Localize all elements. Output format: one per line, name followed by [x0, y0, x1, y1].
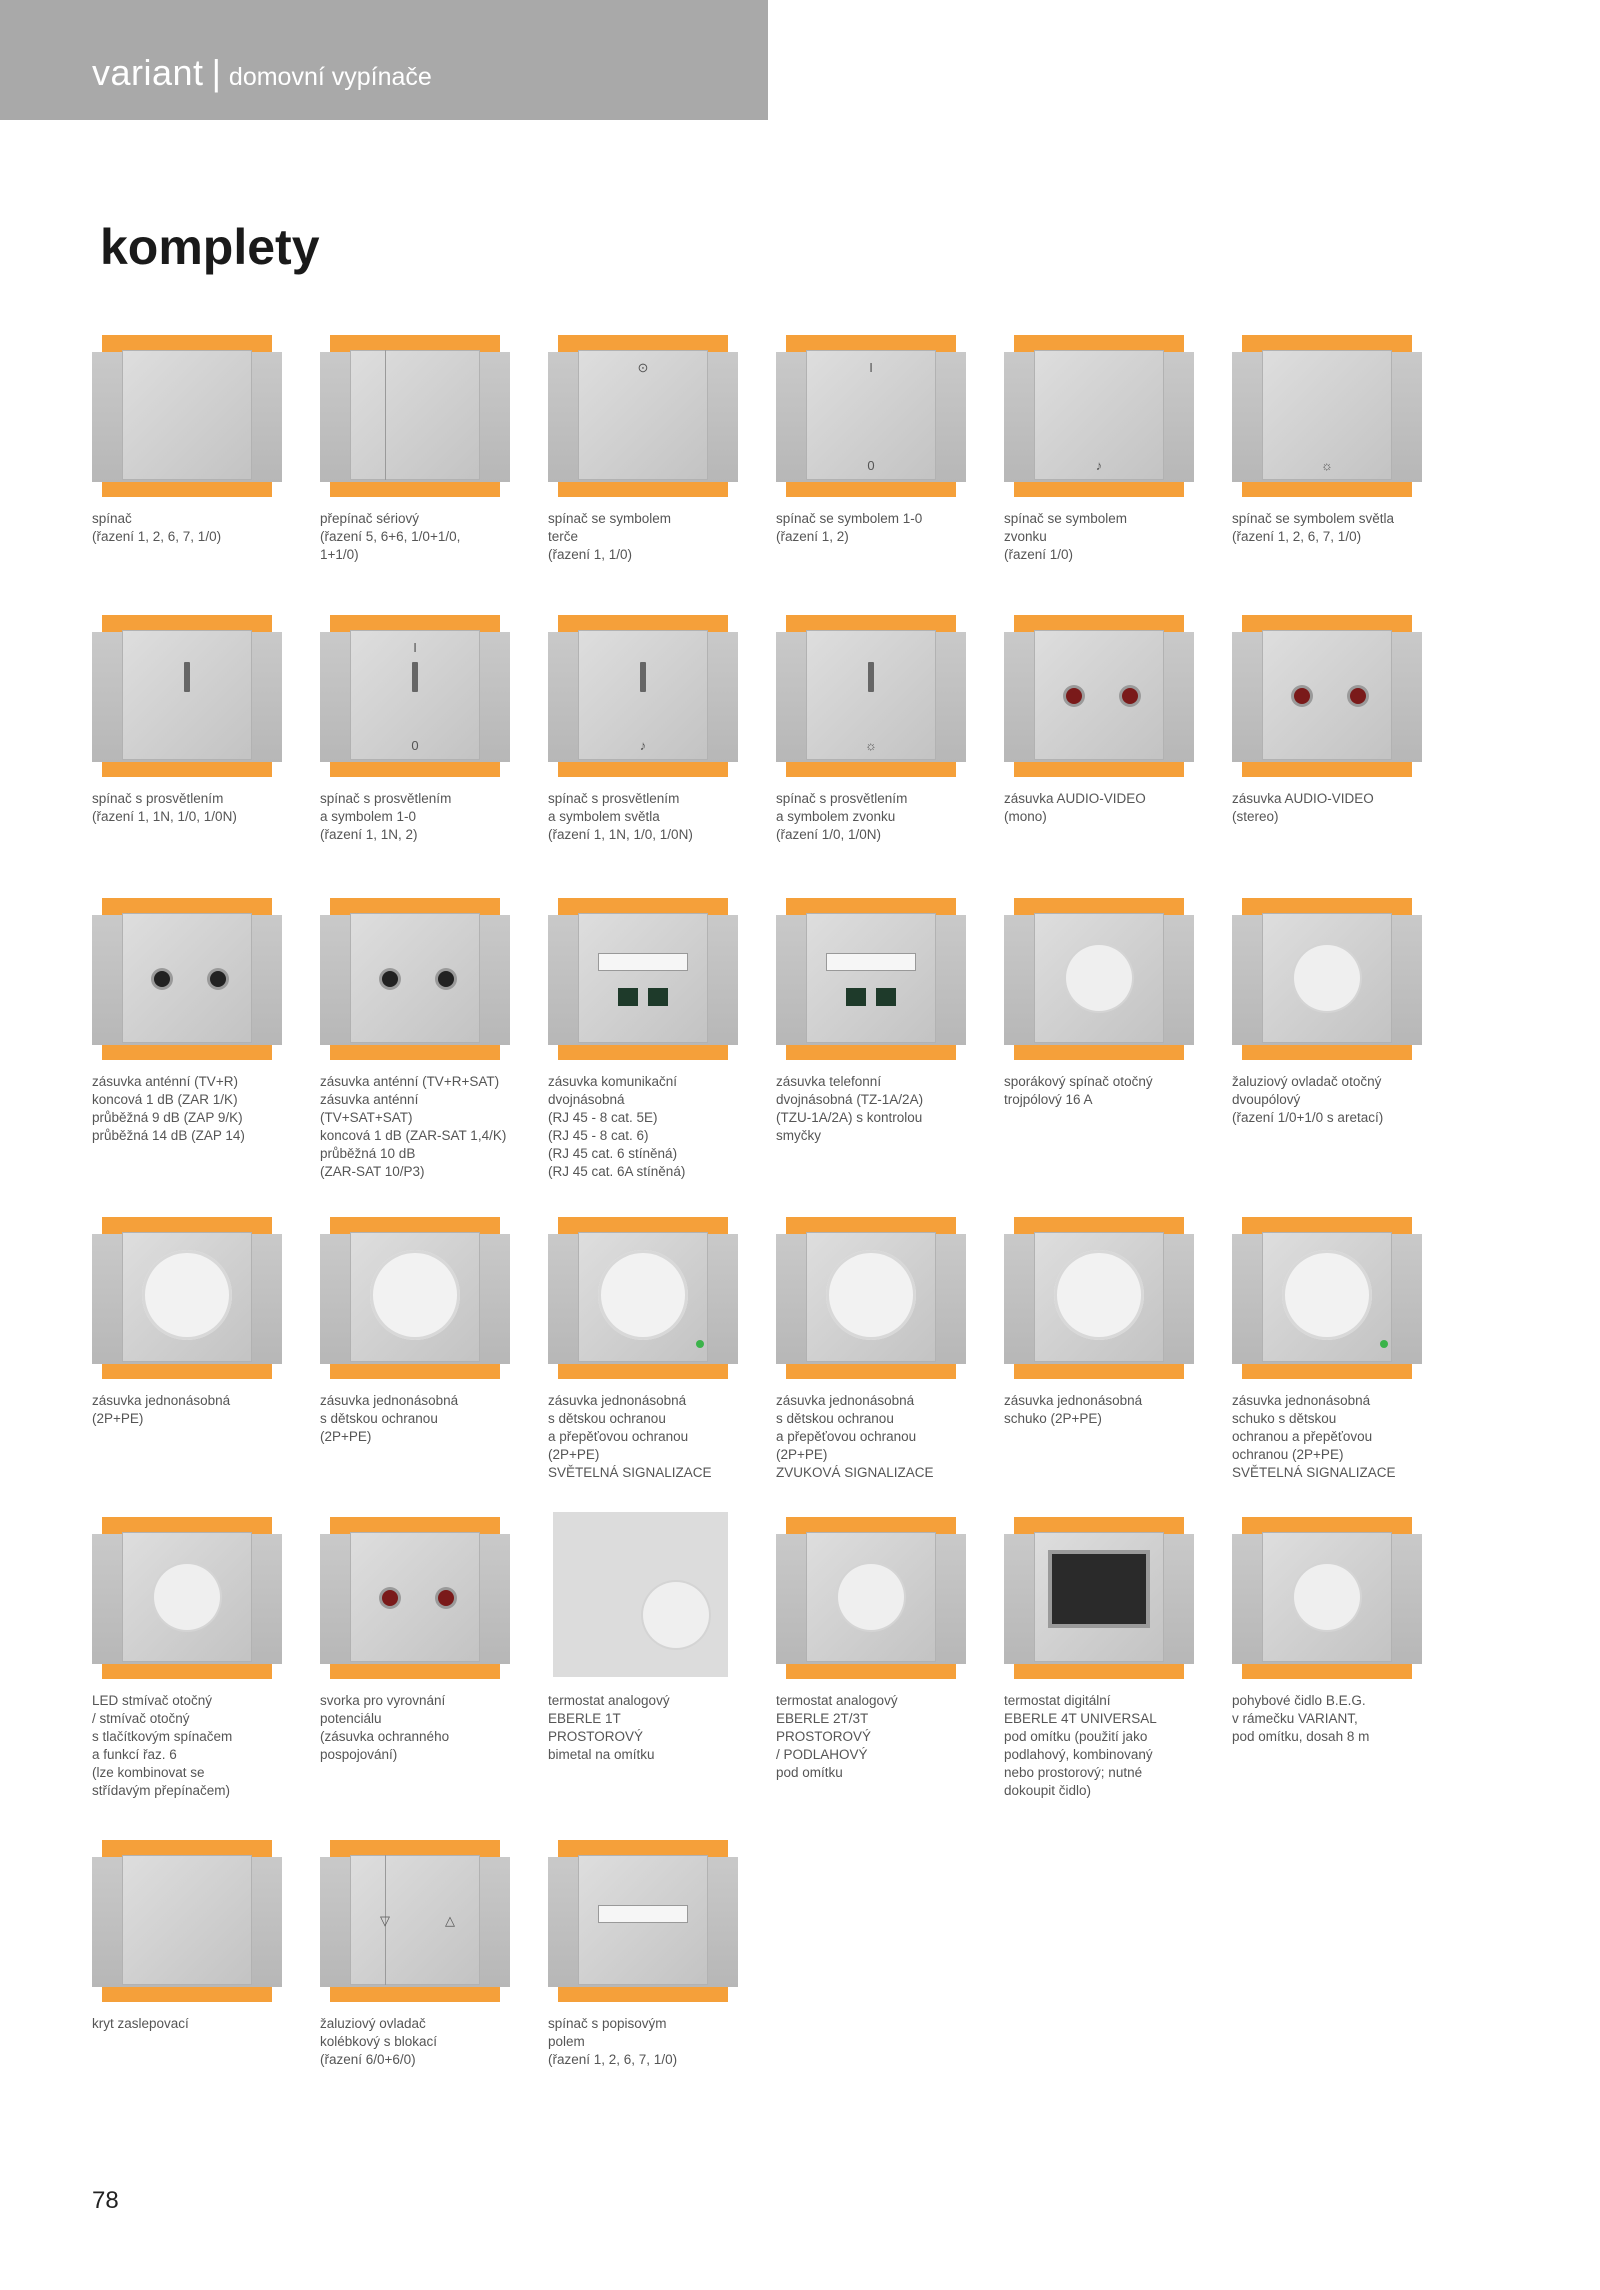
product-caption	[1004, 1073, 1204, 1109]
product-caption	[548, 1392, 748, 1482]
caption-line: dokoupit čidlo)	[1004, 1783, 1092, 1798]
device-plate	[350, 350, 480, 480]
caption-line: průběžná 10 dB	[320, 1146, 416, 1161]
rj-port-left	[846, 988, 866, 1006]
caption-line: a funkcí řaz. 6	[92, 1747, 177, 1762]
product-caption	[776, 790, 976, 844]
product-caption	[1232, 510, 1432, 546]
caption-line: SVĚTELNÁ SIGNALIZACE	[548, 1465, 712, 1480]
product-caption	[92, 1392, 292, 1428]
caption-line: žaluziový ovladač	[320, 2016, 426, 2031]
product-item	[1004, 610, 1204, 824]
caption-line: spínač se symbolem	[548, 511, 672, 526]
caption-line: zásuvka jednonásobná	[92, 1393, 231, 1408]
product-caption	[548, 1692, 748, 1764]
down-arrow-icon: ▽	[380, 1913, 390, 1928]
caption-line: spínač s prosvětlením	[92, 791, 224, 806]
caption-line: bimetal na omítku	[548, 1747, 655, 1762]
caption-line: koncová 1 dB (ZAR 1/K)	[92, 1092, 238, 1107]
caption-line: / PODLAHOVÝ	[776, 1747, 868, 1762]
socket-outlet	[1054, 1250, 1144, 1340]
product-item	[776, 893, 976, 1143]
product-item	[92, 1835, 292, 2031]
up-arrow-icon: △	[445, 1913, 455, 1928]
device-plate	[122, 630, 252, 760]
symbol-icon: ♪	[639, 738, 647, 753]
caption-line: (RJ 45 cat. 6 stíněná)	[548, 1146, 678, 1161]
caption-line: terče	[548, 529, 579, 544]
rotary-knob	[1294, 1564, 1360, 1630]
caption-line: zásuvka komunikační	[548, 1074, 678, 1089]
product-photo	[776, 1212, 966, 1377]
caption-line: smyčky	[776, 1128, 821, 1143]
caption-line: zásuvka jednonásobná	[1004, 1393, 1143, 1408]
product-caption	[320, 1692, 520, 1764]
product-caption	[92, 510, 292, 546]
product-photo	[1232, 330, 1422, 495]
rocker-divider	[385, 350, 386, 480]
product-item	[548, 1835, 748, 2067]
label-field	[598, 1905, 688, 1923]
product-photo	[92, 1835, 282, 2000]
product-item	[92, 1512, 292, 1798]
product-photo	[776, 893, 966, 1058]
section-title: komplety	[100, 219, 320, 275]
caption-line: (řazení 6/0+6/0)	[320, 2052, 416, 2067]
product-item	[1232, 330, 1432, 544]
caption-line: EBERLE 4T UNIVERSAL	[1004, 1711, 1157, 1726]
caption-line: schuko s dětskou	[1232, 1411, 1337, 1426]
symbol-on-icon: I	[869, 360, 873, 375]
socket-outlet	[598, 1250, 688, 1340]
rotary-knob	[154, 1564, 220, 1630]
caption-line: (řazení 1, 1N, 2)	[320, 827, 418, 842]
product-photo	[1004, 610, 1194, 775]
product-item	[776, 1212, 976, 1480]
rotary-knob	[1066, 945, 1132, 1011]
product-item	[320, 610, 520, 842]
connector-jacks	[150, 971, 230, 987]
caption-line: zásuvka AUDIO-VIDEO	[1004, 791, 1146, 806]
product-caption	[92, 1073, 292, 1145]
product-photo	[92, 1212, 282, 1377]
caption-line: ochranou (2P+PE)	[1232, 1447, 1344, 1462]
caption-line: PROSTOROVÝ	[548, 1729, 644, 1744]
caption-line: (RJ 45 - 8 cat. 6)	[548, 1128, 649, 1143]
jack-left	[382, 1590, 398, 1606]
product-photo	[776, 1512, 966, 1677]
caption-line: střídavým přepínačem)	[92, 1783, 231, 1798]
product-photo	[548, 330, 738, 495]
product-item	[1232, 1512, 1432, 1744]
product-item	[776, 330, 976, 544]
product-item	[1004, 893, 1204, 1107]
product-caption	[548, 510, 748, 564]
jack-left	[382, 971, 398, 987]
product-photo	[92, 893, 282, 1058]
caption-line: koncová 1 dB (ZAR-SAT 1,4/K)	[320, 1128, 507, 1143]
symbol-off-icon: 0	[411, 738, 419, 753]
caption-line: (ZAR-SAT 10/P3)	[320, 1164, 425, 1179]
product-item	[1004, 1512, 1204, 1798]
product-caption	[548, 790, 748, 844]
header-separator: |	[211, 52, 221, 93]
caption-line: (2P+PE)	[92, 1411, 144, 1426]
caption-line: zásuvka AUDIO-VIDEO	[1232, 791, 1374, 806]
symbol-icon: ♪	[1095, 458, 1103, 473]
connector-jacks	[1062, 688, 1142, 704]
product-caption	[1004, 1692, 1204, 1800]
product-item	[548, 330, 748, 562]
header-brand: variant	[92, 52, 204, 93]
product-caption	[1232, 790, 1432, 826]
caption-line: spínač s popisovým	[548, 2016, 667, 2031]
product-photo	[1232, 893, 1422, 1058]
caption-line: EBERLE 2T/3T	[776, 1711, 869, 1726]
digital-display	[1052, 1554, 1146, 1624]
caption-line: (řazení 1, 1/0)	[548, 547, 633, 562]
product-item	[320, 330, 520, 562]
product-photo	[320, 1212, 510, 1377]
product-photo	[1004, 1512, 1194, 1677]
rj-port-right	[876, 988, 896, 1006]
product-photo	[320, 893, 510, 1058]
caption-line: (řazení 1/0)	[1004, 547, 1074, 562]
caption-line: v rámečku VARIANT,	[1232, 1711, 1358, 1726]
product-caption	[548, 1073, 748, 1181]
product-photo	[92, 1512, 282, 1677]
jack-right	[438, 971, 454, 987]
product-item	[92, 610, 292, 824]
caption-line: zásuvka jednonásobná	[320, 1393, 459, 1408]
caption-line: žaluziový ovladač otočný	[1232, 1074, 1382, 1089]
caption-line: termostat analogový	[548, 1693, 670, 1708]
caption-line: (mono)	[1004, 809, 1047, 824]
caption-line: (řazení 1/0+1/0 s aretací)	[1232, 1110, 1384, 1125]
page-number: 78	[92, 2187, 119, 2214]
caption-line: a symbolem světla	[548, 809, 660, 824]
rj-port-left	[618, 988, 638, 1006]
product-photo	[320, 610, 510, 775]
caption-line: zásuvka telefonní	[776, 1074, 882, 1089]
rotary-knob	[838, 1564, 904, 1630]
product-caption	[320, 1392, 520, 1446]
product-caption	[320, 790, 520, 844]
product-item	[1004, 330, 1204, 562]
product-item	[548, 610, 748, 842]
jack-left	[154, 971, 170, 987]
product-item	[1004, 1212, 1204, 1426]
product-caption	[1232, 1692, 1432, 1746]
product-photo	[1232, 1212, 1422, 1377]
caption-line: (řazení 1, 2, 6, 7, 1/0)	[92, 529, 222, 544]
product-photo	[548, 1835, 738, 2000]
caption-line: zásuvka jednonásobná	[776, 1393, 915, 1408]
product-caption	[92, 1692, 292, 1800]
label-strip	[598, 953, 688, 971]
caption-line: (řazení 1, 2)	[776, 529, 849, 544]
socket-outlet	[826, 1250, 916, 1340]
product-item	[548, 893, 748, 1179]
caption-line: (TZU-1A/2A) s kontrolou	[776, 1110, 923, 1125]
product-caption	[776, 510, 976, 546]
product-photo	[1004, 893, 1194, 1058]
caption-line: PROSTOROVÝ	[776, 1729, 872, 1744]
product-caption	[92, 2015, 292, 2033]
caption-line: spínač s prosvětlením	[320, 791, 452, 806]
caption-line: spínač s prosvětlením	[548, 791, 680, 806]
caption-line: (řazení 1, 2, 6, 7, 1/0)	[1232, 529, 1362, 544]
caption-line: (2P+PE)	[548, 1447, 600, 1462]
caption-line: SVĚTELNÁ SIGNALIZACE	[1232, 1465, 1396, 1480]
product-caption	[320, 2015, 520, 2069]
caption-line: ZVUKOVÁ SIGNALIZACE	[776, 1465, 934, 1480]
product-caption	[92, 790, 292, 826]
target-symbol-icon: ⊙	[637, 360, 649, 375]
caption-line: spínač	[92, 511, 132, 526]
caption-line: (lze kombinovat se	[92, 1765, 205, 1780]
caption-line: kolébkový s blokací	[320, 2034, 438, 2049]
caption-line: (řazení 1, 2, 6, 7, 1/0)	[548, 2052, 678, 2067]
caption-line: s dětskou ochranou	[776, 1411, 894, 1426]
caption-line: pod omítku	[776, 1765, 843, 1780]
jack-left	[1294, 688, 1310, 704]
jack-left	[1066, 688, 1082, 704]
device-plate	[122, 350, 252, 480]
product-photo	[548, 1512, 738, 1677]
caption-line: kryt zaslepovací	[92, 2016, 189, 2031]
product-caption	[320, 1073, 520, 1181]
caption-line: přepínač sériový	[320, 511, 420, 526]
caption-line: trojpólový 16 A	[1004, 1092, 1093, 1107]
product-photo	[92, 330, 282, 495]
jack-right	[210, 971, 226, 987]
caption-line: průběžná 9 dB (ZAP 9/K)	[92, 1110, 243, 1125]
product-item	[548, 1512, 748, 1762]
caption-line: spínač se symbolem světla	[1232, 511, 1395, 526]
caption-line: polem	[548, 2034, 585, 2049]
caption-line: LED stmívač otočný	[92, 1693, 213, 1708]
label-strip	[826, 953, 916, 971]
product-photo	[1232, 610, 1422, 775]
caption-line: zvonku	[1004, 529, 1047, 544]
caption-line: dvojnásobná (TZ-1A/2A)	[776, 1092, 924, 1107]
caption-line: pospojování)	[320, 1747, 398, 1762]
caption-line: pohybové čidlo B.E.G.	[1232, 1693, 1366, 1708]
caption-line: a symbolem 1-0	[320, 809, 417, 824]
caption-line: zásuvka anténní	[320, 1092, 419, 1107]
caption-line: sporákový spínač otočný	[1004, 1074, 1153, 1089]
symbol-icon: ☼	[1321, 458, 1333, 473]
device-plate	[578, 913, 708, 1043]
signal-led	[1380, 1340, 1388, 1348]
caption-line: / stmívač otočný	[92, 1711, 190, 1726]
caption-line: (řazení 5, 6+6, 1/0+1/0,	[320, 529, 461, 544]
caption-line: ochranou a přepěťovou	[1232, 1429, 1373, 1444]
product-caption	[1004, 510, 1204, 564]
socket-outlet	[370, 1250, 460, 1340]
caption-line: (TV+SAT+SAT)	[320, 1110, 413, 1125]
caption-line: a přepěťovou ochranou	[548, 1429, 689, 1444]
product-caption	[1004, 790, 1204, 826]
product-item	[92, 1212, 292, 1426]
product-item	[320, 1512, 520, 1762]
indicator-lamp	[184, 662, 190, 692]
jack-right	[438, 1590, 454, 1606]
symbol-icon: ☼	[865, 738, 877, 753]
header-subtitle: domovní vypínače	[228, 63, 432, 91]
indicator-lamp	[412, 662, 418, 692]
jack-right	[1122, 688, 1138, 704]
caption-line: schuko (2P+PE)	[1004, 1411, 1102, 1426]
caption-line: EBERLE 1T	[548, 1711, 621, 1726]
product-photo	[92, 610, 282, 775]
device-plate	[122, 1855, 252, 1985]
product-photo	[776, 330, 966, 495]
product-item	[92, 893, 292, 1143]
caption-line: průběžná 14 dB (ZAP 14)	[92, 1128, 245, 1143]
dial-knob	[643, 1582, 709, 1648]
product-item	[548, 1212, 748, 1480]
connector-jacks	[378, 1590, 458, 1606]
product-item	[92, 330, 292, 544]
socket-outlet	[142, 1250, 232, 1340]
product-item	[1232, 610, 1432, 824]
caption-line: termostat analogový	[776, 1693, 898, 1708]
indicator-lamp	[868, 662, 874, 692]
caption-line: spínač se symbolem 1-0	[776, 511, 923, 526]
caption-line: dvoupólový	[1232, 1092, 1301, 1107]
caption-line: zásuvka jednonásobná	[548, 1393, 687, 1408]
caption-line: dvojnásobná	[548, 1092, 625, 1107]
symbol-off-icon: 0	[867, 458, 875, 473]
product-item	[776, 1512, 976, 1780]
caption-line: s tlačítkovým spínačem	[92, 1729, 233, 1744]
caption-line: (RJ 45 - 8 cat. 5E)	[548, 1110, 658, 1125]
connector-jacks	[378, 971, 458, 987]
caption-line: (RJ 45 cat. 6A stíněná)	[548, 1164, 686, 1179]
caption-line: zásuvka jednonásobná	[1232, 1393, 1371, 1408]
product-item	[776, 610, 976, 842]
indicator-lamp	[640, 662, 646, 692]
caption-line: podlahový, kombinovaný	[1004, 1747, 1153, 1762]
product-photo	[1232, 1512, 1422, 1677]
caption-line: (zásuvka ochranného	[320, 1729, 450, 1744]
product-caption	[776, 1392, 976, 1482]
caption-line: termostat digitální	[1004, 1693, 1111, 1708]
product-photo	[776, 610, 966, 775]
product-item	[320, 893, 520, 1179]
caption-line: (2P+PE)	[320, 1429, 372, 1444]
caption-line: svorka pro vyrovnání	[320, 1693, 446, 1708]
product-caption	[1004, 1392, 1204, 1428]
caption-line: nebo prostorový; nutné	[1004, 1765, 1143, 1780]
product-photo	[320, 330, 510, 495]
product-caption	[1232, 1392, 1432, 1482]
caption-line: pod omítku, dosah 8 m	[1232, 1729, 1370, 1744]
caption-line: pod omítku (použití jako	[1004, 1729, 1148, 1744]
product-item	[320, 1835, 520, 2067]
signal-led	[696, 1340, 704, 1348]
socket-outlet	[1282, 1250, 1372, 1340]
product-photo	[1004, 330, 1194, 495]
caption-line: (2P+PE)	[776, 1447, 828, 1462]
symbol-on-icon: I	[413, 640, 417, 655]
product-photo	[1004, 1212, 1194, 1377]
caption-line: a symbolem zvonku	[776, 809, 896, 824]
product-photo	[548, 893, 738, 1058]
product-photo	[320, 1835, 510, 2000]
device-plate	[806, 913, 936, 1043]
caption-line: s dětskou ochranou	[320, 1411, 438, 1426]
caption-line: spínač se symbolem	[1004, 511, 1128, 526]
product-caption	[776, 1073, 976, 1145]
caption-line: zásuvka anténní (TV+R+SAT)	[320, 1074, 500, 1089]
caption-line: 1+1/0)	[320, 547, 359, 562]
caption-line: s dětskou ochranou	[548, 1411, 666, 1426]
rj-port-right	[648, 988, 668, 1006]
caption-line: spínač s prosvětlením	[776, 791, 908, 806]
product-caption	[320, 510, 520, 564]
product-item	[320, 1212, 520, 1444]
product-item	[1232, 893, 1432, 1125]
product-item	[1232, 1212, 1432, 1480]
product-caption	[548, 2015, 748, 2069]
rotary-knob	[1294, 945, 1360, 1011]
caption-line: (řazení 1/0, 1/0N)	[776, 827, 882, 842]
product-photo	[548, 1212, 738, 1377]
product-photo	[320, 1512, 510, 1677]
product-photo	[548, 610, 738, 775]
product-caption	[1232, 1073, 1432, 1127]
caption-line: (stereo)	[1232, 809, 1279, 824]
caption-line: (řazení 1, 1N, 1/0, 1/0N)	[92, 809, 237, 824]
connector-jacks	[1290, 688, 1370, 704]
caption-line: zásuvka anténní (TV+R)	[92, 1074, 238, 1089]
caption-line: potenciálu	[320, 1711, 382, 1726]
caption-line: (řazení 1, 1N, 1/0, 1/0N)	[548, 827, 693, 842]
jack-right	[1350, 688, 1366, 704]
caption-line: a přepěťovou ochranou	[776, 1429, 917, 1444]
product-caption	[776, 1692, 976, 1782]
